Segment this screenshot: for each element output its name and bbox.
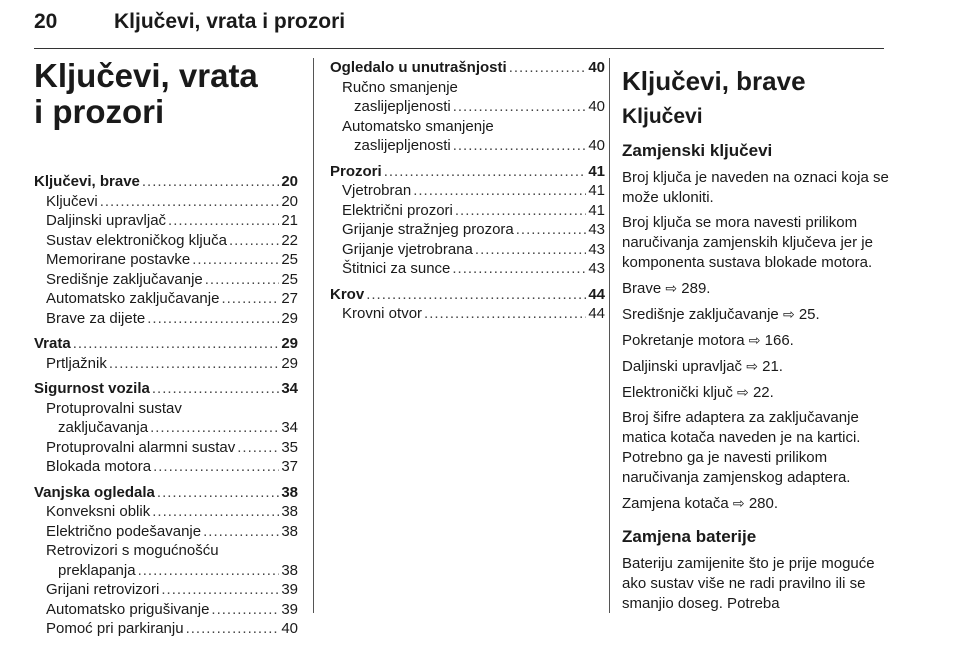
toc-entry-sub[interactable]	[34, 418, 298, 438]
leader-dots	[509, 58, 587, 78]
leader-dots	[157, 483, 279, 503]
arrow-right-icon: ⇨	[732, 495, 745, 511]
toc-entry-sub[interactable]	[34, 580, 298, 600]
toc-page-number: 27	[281, 290, 298, 307]
toc-entry-sub[interactable]	[330, 240, 605, 260]
toc-entry-sub[interactable]	[34, 522, 298, 542]
toc-label: Automatsko prigušivanje	[46, 600, 210, 618]
toc-page-number: 43	[588, 240, 605, 258]
toc-page-number: 38	[281, 522, 298, 540]
page-number: 20	[34, 10, 58, 33]
toc-section	[330, 58, 605, 156]
toc-page-number: 29	[281, 335, 298, 352]
toc-section	[34, 172, 298, 328]
table-of-contents	[34, 172, 298, 639]
toc-label: Prozori	[330, 162, 382, 180]
toc-entry-main[interactable]	[34, 334, 298, 354]
leader-dots	[168, 211, 279, 231]
leader-dots	[229, 231, 279, 251]
toc-label-line[interactable]: Ručno smanjenje	[342, 78, 458, 96]
arrow-right-icon: ⇨	[737, 384, 749, 400]
toc-entry-sub[interactable]	[330, 220, 605, 240]
toc-entry-sub[interactable]	[34, 457, 298, 477]
column-divider	[609, 58, 610, 613]
cross-reference-page: 166.	[764, 332, 794, 349]
cross-reference-label: Pokretanje motora	[622, 332, 745, 349]
toc-label: Grijanje vjetrobrana	[342, 240, 473, 258]
cross-reference[interactable]	[622, 278, 892, 299]
leader-dots	[161, 580, 279, 600]
toc-page-number: 39	[281, 600, 298, 618]
paragraph: Broj ključa se mora navesti prilikom naručivanja zamjenskih ključeva jer je komponenta sustava blokade motora.	[622, 214, 873, 271]
toc-label: Vjetrobran	[342, 182, 412, 199]
leader-dots	[192, 250, 279, 270]
toc-page-number: 44	[588, 285, 605, 303]
toc-page-number: 44	[588, 305, 605, 322]
page-header	[34, 8, 884, 44]
toc-entry-main[interactable]	[34, 379, 298, 399]
toc-section	[34, 483, 298, 639]
toc-label: Ogledalo u unutrašnjosti	[330, 59, 507, 76]
leader-dots	[100, 192, 280, 212]
section-heading: Ključevi, brave	[622, 66, 806, 96]
cross-reference-page: 289.	[681, 280, 711, 297]
paragraph: Bateriju zamijenite što je prije moguće ako sustav više ne radi pravilno ili se smanjio doseg. Potreba	[622, 555, 875, 612]
toc-section	[330, 162, 605, 279]
toc-entry-sub[interactable]	[330, 181, 605, 201]
leader-dots	[203, 522, 279, 542]
leader-dots	[147, 309, 279, 329]
toc-label: Električni prozori	[342, 201, 453, 219]
toc-label: zaključavanja	[58, 419, 149, 436]
toc-entry-sub[interactable]	[34, 231, 298, 251]
toc-label: Ključevi, brave	[34, 173, 140, 190]
paragraph: Broj šifre adaptera za zaključavanje matica kotača naveden je na kartici. Potrebno ga je navesti prilikom naručivanja zamjenskog adaptera.	[622, 409, 861, 486]
header-divider	[34, 48, 884, 49]
toc-entry-sub[interactable]	[34, 354, 298, 374]
toc-page-number: 20	[281, 192, 298, 210]
toc-label: Grijanje stražnjeg prozora	[342, 221, 514, 238]
toc-page-number: 25	[281, 251, 298, 268]
toc-page-number: 34	[281, 380, 298, 397]
toc-entry-sub[interactable]	[34, 309, 298, 329]
toc-label: Štitnici za sunce	[342, 260, 451, 277]
leader-dots	[237, 438, 279, 458]
toc-page-number: 34	[281, 419, 298, 436]
toc-page-number: 22	[281, 231, 298, 249]
toc-entry-main[interactable]	[330, 285, 605, 305]
toc-page-number: 40	[588, 98, 605, 115]
toc-label: Krov	[330, 285, 365, 303]
toc-label: Prtljažnik	[46, 354, 107, 372]
toc-column-1	[34, 58, 298, 645]
leader-dots	[152, 502, 279, 522]
toc-entry-sub[interactable]	[34, 289, 298, 309]
cross-reference[interactable]	[622, 304, 892, 325]
leader-dots	[424, 304, 586, 324]
topic-heading-spare-keys: Zamjenski ključevi	[622, 141, 773, 160]
arrow-right-icon: ⇨	[782, 306, 795, 322]
toc-label: zaslijepljenosti	[354, 98, 451, 115]
toc-page-number: 20	[281, 173, 298, 190]
chapter-title: Ključevi, vrata i prozori	[34, 57, 258, 130]
toc-section	[34, 379, 298, 477]
toc-page-number: 41	[588, 182, 605, 199]
toc-label: Središnje zaključavanje	[46, 270, 203, 288]
toc-page-number: 40	[588, 59, 605, 76]
toc-entry-main[interactable]	[330, 162, 605, 182]
toc-page-number: 21	[281, 212, 298, 229]
leader-dots	[455, 201, 586, 221]
leader-dots	[516, 220, 587, 240]
leader-dots	[186, 619, 280, 639]
toc-entry-sub[interactable]	[34, 270, 298, 290]
leader-dots	[413, 181, 586, 201]
cross-reference-label: Brave	[622, 280, 662, 297]
cross-reference-page: 25.	[798, 306, 820, 323]
leader-dots	[366, 285, 586, 305]
toc-label-line[interactable]: Automatsko smanjenje	[342, 117, 494, 135]
toc-page-number: 25	[281, 270, 298, 288]
running-title: Ključevi, vrata i prozori	[114, 10, 346, 33]
toc-label: preklapanja	[58, 561, 136, 579]
toc-label: Sustav elektroničkog ključa	[46, 231, 227, 249]
cross-reference-page: 22.	[752, 384, 774, 401]
leader-dots	[205, 270, 280, 290]
toc-label: Daljinski upravljač	[46, 212, 167, 229]
toc-label: Protuprovalni alarmni sustav	[46, 438, 236, 456]
toc-page-number: 35	[281, 438, 298, 456]
leader-dots	[452, 259, 586, 279]
toc-page-number: 43	[588, 221, 605, 238]
arrow-right-icon: ⇨	[665, 280, 678, 296]
toc-label: Konveksni oblik	[46, 503, 151, 520]
arrow-right-icon: ⇨	[746, 358, 758, 374]
leader-dots	[150, 418, 279, 438]
leader-dots	[142, 172, 279, 192]
toc-entry-sub[interactable]	[330, 304, 605, 324]
toc-label: zaslijepljenosti	[354, 137, 451, 154]
leader-dots	[475, 240, 586, 260]
leader-dots	[453, 97, 587, 117]
toc-section	[330, 285, 605, 324]
toc-entry-sub[interactable]	[34, 619, 298, 639]
toc-page-number: 39	[281, 581, 298, 598]
toc-label: Vanjska ogledala	[34, 483, 155, 501]
toc-entry-sub[interactable]	[34, 211, 298, 231]
toc-entry-main[interactable]	[34, 483, 298, 503]
toc-label: Grijani retrovizori	[46, 581, 160, 598]
toc-entry-sub[interactable]	[34, 502, 298, 522]
column-divider	[313, 58, 314, 613]
toc-section	[34, 334, 298, 373]
cross-reference-label: Daljinski upravljač	[622, 358, 743, 375]
toc-page-number: 38	[281, 483, 298, 501]
toc-label: Vrata	[34, 335, 71, 352]
toc-page-number: 38	[281, 561, 298, 579]
toc-entry-sub[interactable]	[330, 201, 605, 221]
cross-reference-list	[622, 278, 892, 403]
toc-entry-sub[interactable]	[330, 97, 605, 117]
toc-label: Krovni otvor	[342, 305, 423, 322]
cross-reference[interactable]	[622, 330, 892, 351]
toc-entry-main[interactable]	[34, 172, 298, 192]
leader-dots	[221, 289, 279, 309]
leader-dots	[152, 379, 279, 399]
toc-label: Blokada motora	[46, 458, 152, 475]
leader-dots	[384, 162, 587, 182]
leader-dots	[153, 457, 279, 477]
toc-label: Ključevi	[46, 192, 98, 210]
leader-dots	[109, 354, 279, 374]
toc-page-number: 29	[281, 309, 298, 327]
toc-page-number: 38	[281, 503, 298, 520]
toc-label: Električno podešavanje	[46, 522, 202, 540]
toc-page-number: 29	[281, 354, 298, 372]
cross-reference[interactable]	[622, 356, 892, 377]
subsection-heading: Ključevi	[622, 105, 703, 128]
leader-dots	[211, 600, 279, 620]
toc-page-number: 41	[588, 201, 605, 219]
toc-page-number: 43	[588, 260, 605, 277]
leader-dots	[138, 561, 280, 581]
cross-reference-label: Elektronički ključ	[622, 384, 733, 401]
leader-dots	[73, 334, 280, 354]
toc-entry-sub[interactable]	[330, 136, 605, 156]
toc-page-number: 41	[588, 162, 605, 180]
table-of-contents	[330, 58, 605, 324]
arrow-right-icon: ⇨	[748, 332, 761, 348]
toc-entry-sub[interactable]	[34, 600, 298, 620]
toc-entry-sub[interactable]	[34, 438, 298, 458]
toc-label: Automatsko zaključavanje	[46, 290, 220, 307]
toc-page-number: 37	[281, 458, 298, 475]
paragraph: Broj ključa je naveden na oznaci koja se može ukloniti.	[622, 169, 889, 206]
toc-label: Memorirane postavke	[46, 251, 191, 268]
toc-label: Sigurnost vozila	[34, 380, 150, 397]
toc-page-number: 40	[281, 620, 298, 637]
toc-entry-sub[interactable]	[34, 561, 298, 581]
toc-entry-sub[interactable]	[34, 192, 298, 212]
leader-dots	[453, 136, 587, 156]
toc-entry-main[interactable]	[330, 58, 605, 78]
toc-column-2	[330, 58, 605, 330]
toc-label: Brave za dijete	[46, 309, 146, 327]
toc-entry-sub[interactable]	[330, 259, 605, 279]
toc-entry-sub[interactable]	[34, 250, 298, 270]
cross-reference[interactable]	[622, 382, 892, 403]
body-column	[622, 58, 892, 619]
cross-reference-page: 21.	[762, 358, 783, 375]
toc-page-number: 40	[588, 137, 605, 154]
toc-label-line[interactable]: Protuprovalni sustav	[46, 399, 182, 417]
topic-heading-battery: Zamjena baterije	[622, 527, 757, 546]
toc-label: Pomoć pri parkiranju	[46, 620, 184, 637]
cross-reference-label: Zamjena kotača	[622, 495, 729, 512]
cross-reference-label: Središnje zaključavanje	[622, 306, 779, 323]
toc-label-line[interactable]: Retrovizori s mogućnošću	[46, 542, 219, 559]
cross-reference-page: 280.	[748, 495, 779, 512]
cross-reference[interactable]	[622, 493, 892, 514]
